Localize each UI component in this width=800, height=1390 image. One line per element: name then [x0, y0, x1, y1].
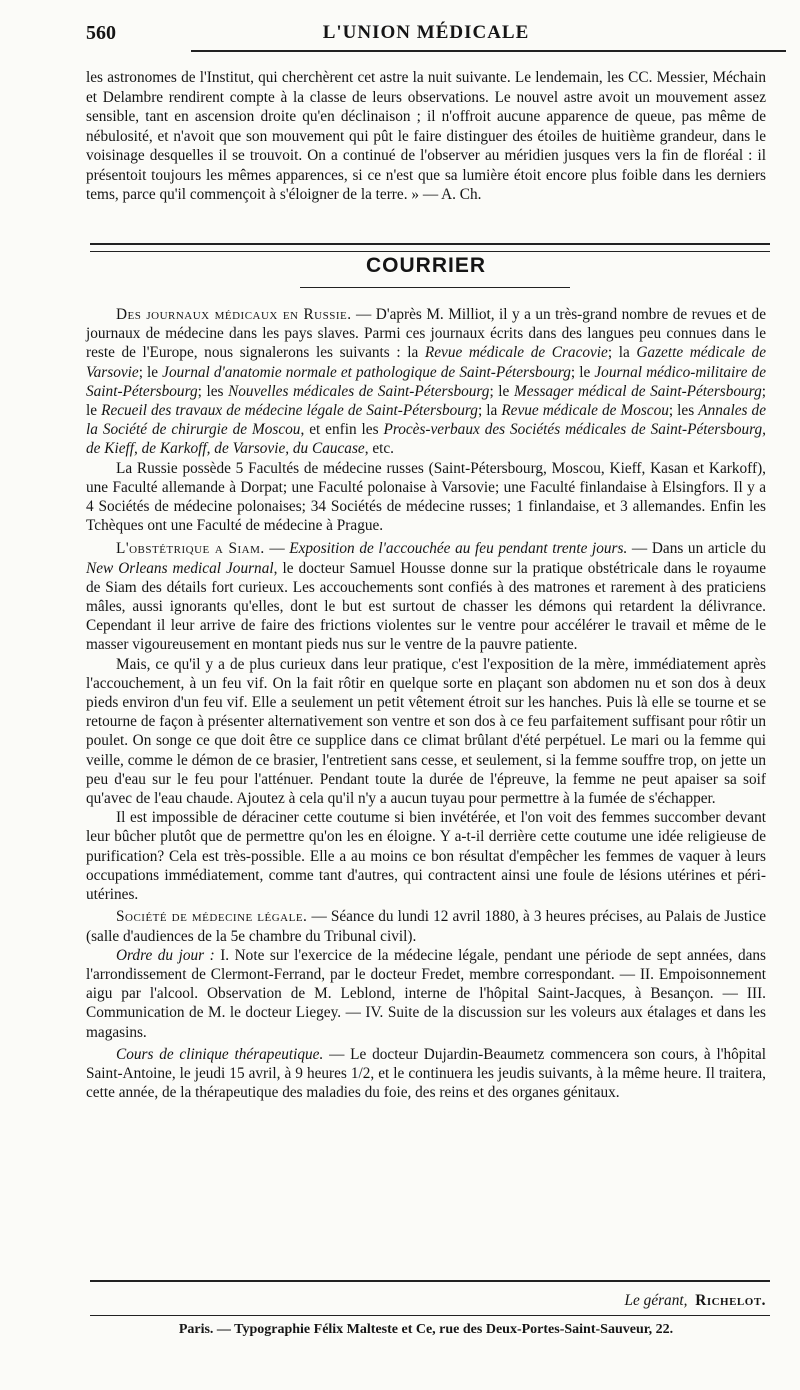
title-underline: [300, 287, 570, 288]
paragraph-lead: L'obstétrique a Siam.: [116, 540, 265, 558]
intro-paragraph: les astronomes de l'Institut, qui cherchèrent cet astre la nuit suivante. Le lendemain, les CC. Messier, Méchain et Delambre rendirent compte à la classe de leurs observations. Le nouvel astre avoit un mouvement assez sensible, tant en ascension droite qu'en déclinaison ; il n'offroit aucune apparence de queue, pas même de nébulosité, et n'avoit que son mouvement qui pût le faire distinguer des étoiles de huitième grandeur, dans le voisinage desquelles il se trouvoit. On a continué de l'observer au méridien jusques vers la fin de floréal : il présentoit toujours les mêmes apparences, si ce n'est que sa lumière étoit encore plus foible dans les derniers tems, parce qu'il commençoit à s'éloigner de la terre. » — A. Ch.: [86, 69, 766, 203]
paragraph-fire-exposure: Mais, ce qu'il y a de plus curieux dans leur pratique, c'est l'exposition de la mère, immédiatement après l'accouchement, à un feu vif. On la fait rôtir en quelque sorte en plaçant son abdomen nu et son dos à deux pieds environ d'un feu vif. Elle a seulement un petit vêtement étroit sur les hanches. Puis là elle se tourne et se retourne de façon à présenter alternativement son ventre et son dos à ce feu parfaitement suffisant pour rôtir un poulet. On songe ce que doit être ce supplice dans ce climat brûlant d'été perpétuel. Le mari ou la femme qui veille, comme le démon de ce brasier, l'entretient sans cesse, et seulement, si la femme souffre trop, on jette un peu d'eau sur le feu pour l'atténuer. Pendant toute la durée de l'épreuve, la femme ne peut apaiser sa soif qu'avec de l'eau chaude. Ajoutez à cela qu'il n'y a aucun tuyau pour permettre à la fumée de s'échapper.: [86, 655, 766, 808]
footer-rule: [90, 1280, 770, 1282]
paragraph-russian-faculties: La Russie possède 5 Facultés de médecine russes (Saint-Pétersbourg, Moscou, Kieff, Kasan et Karkoff), une Faculté allemande à Dorpat; une Faculté polonaise à Varsovie; une Faculté finlandaise à Elsingfors. Il y a 4 Sociétés de médecine polonaises; 34 Sociétés de médecine russes; 1 finlandaise, et 3 allemandes. Enfin les Tchèques ont une Faculté de médecine à Prague.: [86, 459, 766, 535]
signature: [625, 1292, 766, 1310]
section-title: COURRIER: [365, 254, 486, 277]
courrier-body: [86, 305, 766, 1102]
imprint-rule: [90, 1315, 770, 1316]
signature-label: Le gérant,: [624, 1292, 688, 1309]
header-rule: [191, 50, 786, 52]
intro-text: [86, 68, 766, 205]
paragraph-agenda: Ordre du jour : I. Note sur l'exercice de la médecine légale, pendant une période de sept années, dans l'arrondissement de Clermont-Ferrand, par le docteur Fredet, membre correspondant. — II. Empoisonnement aigu par l'alcool. Observation de M. Leblond, interne de l'hôpital Saint-Jacques, à Besançon. — III. Communication de M. le docteur Liegey. — IV. Suite de la discussion sur les voleurs aux étalages et dans les magasins.: [86, 946, 766, 1041]
paragraph-clinical-course: Cours de clinique thérapeutique. — Le docteur Dujardin-Beaumetz commencera son cours, à l'hôpital Saint-Antoine, le jeudi 15 avril, à 9 heures 1/2, et le continuera les jeudis suivants, à la même heure. Il traitera, cette année, de la thérapeutique des maladies du foie, des reins et des organes génitaux.: [86, 1045, 766, 1102]
page-header: [86, 22, 766, 52]
paragraph-siam-obstetrics: L'obstétrique a Siam. — Exposition de l'accouchée au feu pendant trente jours. — Dans un article du New Orleans medical Journal, le docteur Samuel Housse donne sur la pratique obstétricale dans le royaume de Siam des détails fort curieux. Les accouchements sont confiés à des matrones et rarement à des praticiens mâles, aussi ignorants qu'elles, dont le but est surtout de chasser les démons qui retardent la délivrance. Cependant il leur arrive de faire des frictions violentes sur le ventre pour accélérer le travail et même de le masser vigoureusement en montant pieds nus sur le ventre de la pauvre patiente.: [86, 540, 767, 654]
paragraph-custom: Il est impossible de déraciner cette coutume si bien invétérée, et l'on voit des femmes succomber devant leur bûcher plutôt que de permettre qu'on les en éloigne. Y a-t-il derrière cette coutume une idée religieuse de purification? Cela est très-possible. Elle a au moins ce bon résultat d'empêcher les femmes de vaquer à leurs occupations immédiatement, comme tant d'autres, qui contractent ainsi une foule de lésions utérines et péri-utérines.: [86, 809, 766, 904]
paragraph-lead: Ordre du jour :: [116, 946, 215, 964]
section-divider: [90, 243, 770, 252]
paragraph-legal-medicine-society: Société de médecine légale. — Séance du lundi 12 avril 1880, à 3 heures précises, au Palais de Justice (salle d'audiences de la 5e chambre du Tribunal civil).: [86, 908, 766, 945]
printer-imprint: Paris. — Typographie Félix Malteste et Ce, rue des Deux-Portes-Saint-Sauveur, 22.: [178, 1322, 674, 1337]
paragraph-russian-journals: Des journaux médicaux en Russie. — D'après M. Milliot, il y a un très-grand nombre de revues et de journaux de médecine dans les pays slaves. Parmi ces journaux écrits dans des langues peu connues dans le reste de l'Europe, nous signalerons les suivants : la Revue médicale de Cracovie; la Gazette médicale de Varsovie; le Journal d'anatomie normale et pathologique de Saint-Pétersbourg; le Journal médico-militaire de Saint-Pétersbourg; les Nouvelles médicales de Saint-Pétersbourg; le Messager médical de Saint-Pétersbourg; le Recueil des travaux de médecine légale de Saint-Pétersbourg; la Revue médicale de Moscou; les Annales de la Société de chirurgie de Moscou, et enfin les Procès-verbaux des Sociétés médicales de Saint-Pétersbourg, de Kieff, de Karkoff, de Varsovie, du Caucase, etc.: [86, 306, 766, 458]
page-number: 560: [86, 22, 116, 44]
paragraph-lead: Des journaux médicaux en Russie.: [116, 306, 352, 323]
running-title: L'UNION MÉDICALE: [322, 22, 530, 43]
paragraph-lead: Société de médecine légale.: [116, 908, 308, 926]
paragraph-lead: Cours de clinique thérapeutique.: [116, 1045, 324, 1063]
signature-name: Richelot.: [695, 1292, 766, 1309]
